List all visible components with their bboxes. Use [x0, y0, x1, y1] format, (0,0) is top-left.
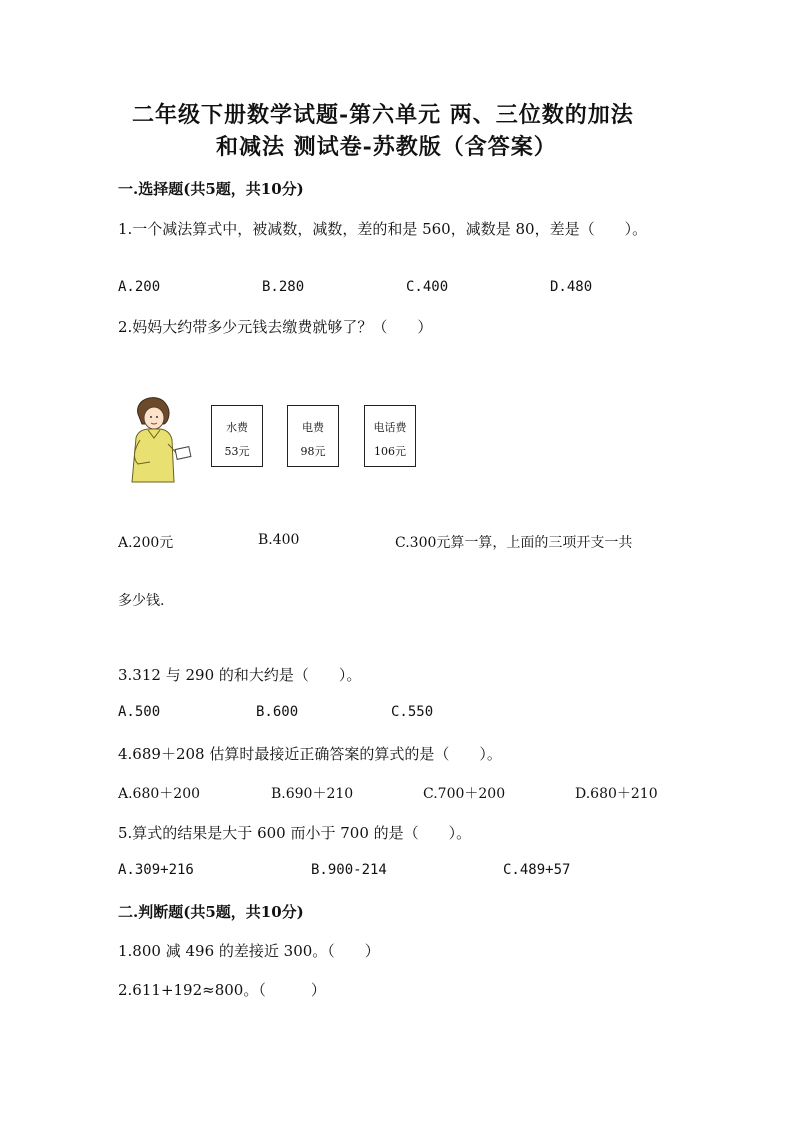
title-line-2: 和减法 测试卷-苏教版（含答案） [216, 134, 557, 160]
q4-option-c: C.700＋200 [423, 786, 506, 802]
sign-electric-label: 电费 [302, 421, 324, 434]
question-1: 1.一个减法算式中，被减数，减数，差的和是 560，减数是 80，差是（ ）。 [118, 220, 648, 238]
q4-option-a: A.680＋200 [118, 786, 201, 802]
question-2: 2.妈妈大约带多少元钱去缴费就够了？（ ） [118, 318, 433, 336]
question-4: 4.689＋208 估算时最接近正确答案的算式的是（ ）。 [118, 745, 502, 763]
q4-option-b: B.690＋210 [271, 786, 354, 802]
q1-option-c: C.400 [406, 279, 449, 295]
sign-phone-fee [364, 405, 416, 467]
judge-question-1: 1.800 减 496 的差接近 300。（ ） [118, 942, 380, 960]
question-5: 5.算式的结果是大于 600 而小于 700 的是（ ）。 [118, 824, 472, 842]
q5-option-a: A.309+216 [118, 862, 194, 878]
q2-continuation: 多少钱. [118, 593, 165, 609]
sign-water-fee [211, 405, 263, 467]
q5-option-b: B.900-214 [311, 862, 387, 878]
sign-electric-fee [287, 405, 339, 467]
sign-electric-amount: 98元 [300, 445, 326, 458]
title-line-1: 二年级下册数学试题-第六单元 两、三位数的加法 [132, 102, 634, 128]
q2-option-c: C.300元算一算，上面的三项开支一共 [395, 535, 633, 551]
q1-option-d: D.480 [550, 279, 593, 295]
q5-option-c: C.489+57 [503, 862, 571, 878]
sign-phone-amount: 106元 [374, 445, 406, 458]
q3-option-c: C.550 [391, 704, 434, 720]
sign-water-amount: 53元 [224, 445, 250, 458]
section-heading-judge: 二.判断题(共5题，共10分) [118, 903, 304, 921]
q3-option-a: A.500 [118, 704, 161, 720]
mother-illustration [124, 392, 192, 484]
q3-option-b: B.600 [256, 704, 299, 720]
question-3: 3.312 与 290 的和大约是（ ）。 [118, 666, 362, 684]
section-heading-choice: 一.选择题(共5题，共10分) [118, 180, 304, 198]
q2-option-b: B.400 [258, 532, 300, 548]
q1-option-a: A.200 [118, 279, 161, 295]
sign-phone-label: 电话费 [373, 421, 407, 434]
q4-option-d: D.680＋210 [575, 786, 658, 802]
q1-option-b: B.280 [262, 279, 305, 295]
sign-water-label: 水费 [226, 421, 248, 434]
judge-question-2: 2.611+192≈800。（ ） [118, 981, 326, 999]
q2-option-a: A.200元 [118, 535, 174, 551]
